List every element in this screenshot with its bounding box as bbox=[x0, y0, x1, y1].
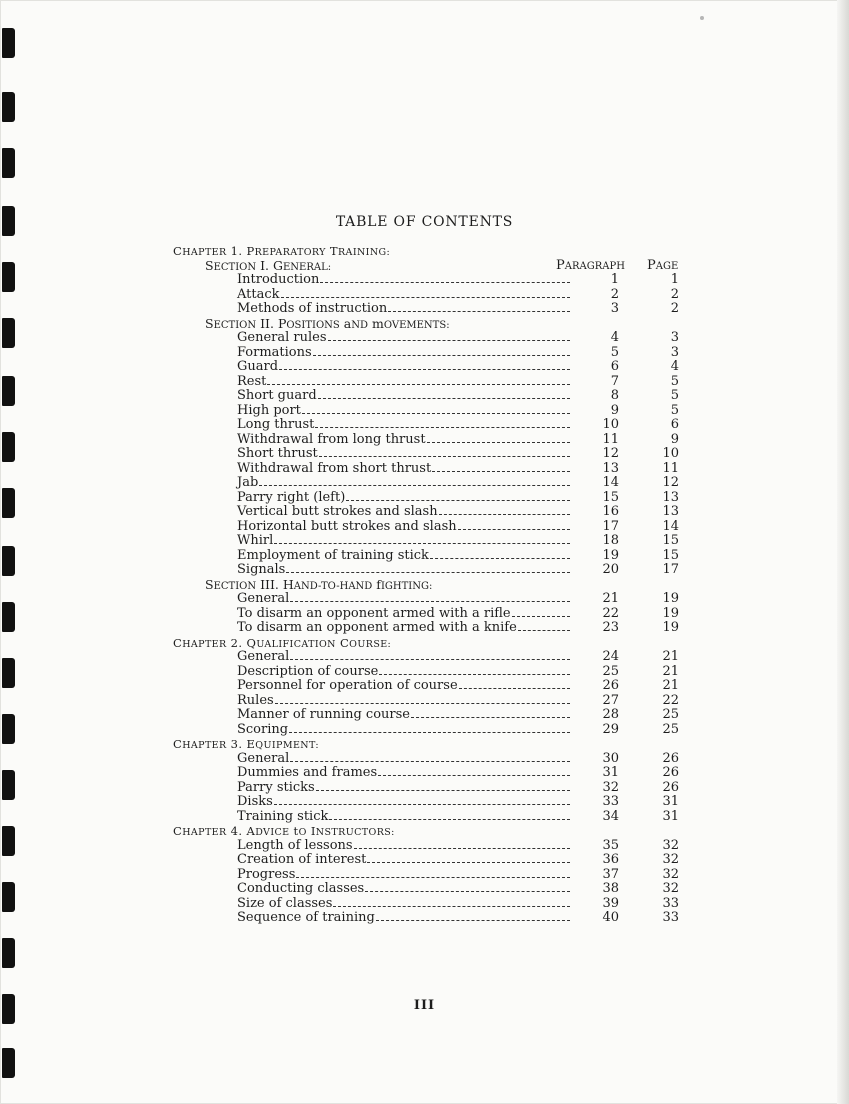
section-label: SECTION I. GENERAL: bbox=[205, 257, 332, 273]
toc-entry[interactable] bbox=[173, 694, 693, 709]
entry-page: 3 bbox=[670, 344, 679, 360]
dot-leader bbox=[279, 369, 570, 370]
dot-leader bbox=[290, 601, 570, 602]
entry-paragraph: 26 bbox=[602, 678, 619, 693]
toc-entry[interactable] bbox=[173, 708, 693, 723]
entry-paragraph: 10 bbox=[602, 417, 619, 432]
entry-page: 3 bbox=[670, 330, 679, 345]
entry-page: 33 bbox=[662, 910, 679, 925]
toc-entry[interactable] bbox=[173, 476, 693, 491]
entry-title: Rules bbox=[237, 692, 274, 708]
toc-entry[interactable] bbox=[173, 781, 693, 796]
dot-leader bbox=[313, 355, 570, 356]
dot-leader bbox=[281, 297, 570, 298]
entry-title: Introduction bbox=[237, 272, 320, 287]
entry-paragraph: 2 bbox=[610, 286, 619, 302]
dot-leader bbox=[427, 442, 570, 443]
dot-leader bbox=[318, 398, 570, 399]
entry-title: Short guard bbox=[237, 388, 317, 403]
entry-paragraph: 12 bbox=[602, 446, 619, 461]
toc-entry[interactable] bbox=[173, 882, 693, 897]
toc-entry[interactable] bbox=[173, 563, 693, 578]
entry-paragraph: 30 bbox=[602, 750, 619, 766]
chapter-heading: CHAPTER 4. ADVICE tO INSTRUCTORS: bbox=[173, 824, 395, 838]
entry-paragraph: 15 bbox=[602, 489, 619, 505]
chapter-heading: CHAPTER 1. PREPARATORY TRAINING: bbox=[173, 244, 391, 258]
entry-title: Long thrust bbox=[237, 417, 315, 432]
toc-entry[interactable] bbox=[173, 433, 693, 448]
entry-page: 25 bbox=[662, 707, 679, 722]
section-heading bbox=[173, 259, 693, 274]
dot-leader bbox=[328, 340, 570, 341]
entry-page: 6 bbox=[670, 417, 679, 432]
entry-paragraph: 16 bbox=[602, 504, 619, 519]
entry-page: 25 bbox=[662, 721, 679, 737]
dot-leader bbox=[259, 485, 570, 486]
toc-entry[interactable] bbox=[173, 418, 693, 433]
dot-leader bbox=[320, 282, 570, 283]
entry-page: 32 bbox=[662, 881, 679, 896]
entry-page: 1 bbox=[670, 272, 679, 287]
entry-title: Size of classes bbox=[237, 895, 333, 911]
entry-paragraph: 20 bbox=[602, 562, 619, 577]
dot-leader bbox=[296, 877, 570, 878]
dot-leader bbox=[365, 891, 570, 892]
entry-title: Methods of instruction bbox=[237, 301, 388, 316]
toc-entry[interactable] bbox=[173, 404, 693, 419]
dot-leader bbox=[376, 920, 570, 921]
entry-paragraph: 33 bbox=[602, 794, 619, 809]
page-number: III bbox=[413, 998, 436, 1013]
entry-page: 11 bbox=[662, 460, 679, 476]
entry-title: Parry sticks bbox=[237, 779, 315, 795]
entry-page: 26 bbox=[662, 750, 679, 766]
entry-page: 9 bbox=[670, 431, 679, 447]
entry-paragraph: 18 bbox=[602, 533, 619, 548]
toc-entry[interactable] bbox=[173, 650, 693, 665]
entry-paragraph: 22 bbox=[602, 605, 619, 621]
dot-leader bbox=[286, 572, 570, 573]
dot-leader bbox=[367, 862, 570, 863]
entry-paragraph: 35 bbox=[602, 837, 619, 853]
toc-entry[interactable] bbox=[173, 505, 693, 520]
dot-leader bbox=[275, 703, 570, 704]
dot-leader bbox=[388, 311, 570, 312]
entry-page: 26 bbox=[662, 765, 679, 780]
toc-entry[interactable] bbox=[173, 331, 693, 346]
chapter-heading: CHAPTER 3. EQUIPMENT: bbox=[173, 737, 319, 751]
entry-title: Attack bbox=[237, 286, 280, 302]
entry-page: 33 bbox=[662, 895, 679, 911]
entry-title: Signals bbox=[237, 562, 286, 577]
entry-paragraph: 17 bbox=[602, 518, 619, 534]
dot-leader bbox=[290, 761, 570, 762]
dot-leader bbox=[411, 717, 570, 718]
toc-entry[interactable] bbox=[173, 346, 693, 361]
spiral-binding bbox=[0, 0, 22, 1104]
toc-entry[interactable] bbox=[173, 868, 693, 883]
dot-leader bbox=[518, 630, 570, 631]
entry-title: Creation of interest bbox=[237, 852, 367, 867]
dot-leader bbox=[315, 427, 570, 428]
dot-leader bbox=[512, 616, 570, 617]
entry-paragraph: 27 bbox=[602, 692, 619, 708]
entry-page: 19 bbox=[662, 605, 679, 621]
dot-leader bbox=[346, 500, 570, 501]
entry-title: Horizontal butt strokes and slash bbox=[237, 518, 457, 534]
entry-page: 17 bbox=[662, 562, 679, 577]
section-heading: SECTION III. HAND-TO-HAND fIGHTING: bbox=[205, 576, 433, 592]
entry-title: Withdrawal from long thrust bbox=[237, 431, 426, 447]
dot-leader bbox=[290, 659, 570, 660]
entry-paragraph: 4 bbox=[610, 330, 619, 345]
entry-paragraph: 8 bbox=[610, 388, 619, 403]
dot-leader bbox=[430, 558, 570, 559]
dot-leader bbox=[354, 848, 570, 849]
toc-entry[interactable] bbox=[173, 752, 693, 767]
entry-paragraph: 13 bbox=[602, 460, 619, 476]
entry-page: 32 bbox=[662, 837, 679, 853]
toc-entry[interactable] bbox=[173, 549, 693, 564]
entry-title: Formations bbox=[237, 344, 312, 360]
toc-entry[interactable] bbox=[173, 273, 693, 288]
toc-entry[interactable] bbox=[173, 839, 693, 854]
entry-title: General bbox=[237, 591, 290, 606]
entry-paragraph: 38 bbox=[602, 881, 619, 896]
dot-leader bbox=[432, 471, 570, 472]
entry-page: 31 bbox=[662, 794, 679, 809]
dot-leader bbox=[458, 529, 570, 530]
entry-page: 14 bbox=[662, 518, 679, 534]
page-column-header: PAGE bbox=[647, 257, 679, 273]
dot-leader bbox=[439, 514, 570, 515]
dot-leader bbox=[316, 790, 570, 791]
entry-title: General bbox=[237, 750, 290, 766]
entry-title: Training stick bbox=[237, 808, 329, 824]
entry-paragraph: 21 bbox=[602, 591, 619, 606]
dot-leader bbox=[378, 775, 570, 776]
entry-page: 15 bbox=[662, 533, 679, 548]
toc-entry[interactable] bbox=[173, 607, 693, 622]
toc-entry[interactable] bbox=[173, 447, 693, 462]
entry-page: 19 bbox=[662, 620, 679, 635]
entry-paragraph: 3 bbox=[610, 301, 619, 316]
entry-page: 32 bbox=[662, 852, 679, 867]
dot-leader bbox=[459, 688, 570, 689]
entry-page: 21 bbox=[662, 663, 679, 679]
entry-page: 31 bbox=[662, 808, 679, 824]
toc-entry[interactable] bbox=[173, 911, 693, 926]
toc-entry[interactable] bbox=[173, 723, 693, 738]
toc-entry[interactable] bbox=[173, 302, 693, 317]
entry-paragraph: 29 bbox=[602, 721, 619, 737]
section-heading: SECTION II. POSITIONS aND mOVEMENTS: bbox=[205, 315, 450, 331]
entry-paragraph: 39 bbox=[602, 895, 619, 911]
chapter-heading: CHAPTER 2. QUALIFICATION COURSE: bbox=[173, 635, 392, 650]
entry-title: To disarm an opponent armed with a knife bbox=[237, 620, 517, 635]
dot-leader bbox=[319, 456, 570, 457]
dot-leader bbox=[329, 819, 570, 820]
entry-title: Manner of running course bbox=[237, 707, 410, 722]
entry-title: Length of lessons bbox=[237, 837, 353, 853]
entry-page: 26 bbox=[662, 779, 679, 795]
entry-paragraph: 14 bbox=[602, 475, 619, 490]
dot-leader bbox=[379, 674, 570, 675]
entry-title: General bbox=[237, 649, 290, 664]
toc-title: TABLE OF CONTENTS bbox=[335, 214, 514, 230]
entry-paragraph: 36 bbox=[602, 852, 619, 867]
entry-paragraph: 28 bbox=[602, 707, 619, 722]
entry-page: 10 bbox=[662, 446, 679, 461]
entry-title: To disarm an opponent armed with a rifle bbox=[237, 605, 511, 621]
entry-paragraph: 19 bbox=[602, 547, 619, 563]
entry-page: 5 bbox=[670, 402, 679, 418]
toc-entry[interactable] bbox=[173, 853, 693, 868]
entry-title: Guard bbox=[237, 359, 279, 374]
toc-entry[interactable] bbox=[173, 534, 693, 549]
toc-entry[interactable] bbox=[173, 897, 693, 912]
entry-paragraph: 11 bbox=[602, 431, 619, 447]
entry-paragraph: 24 bbox=[602, 649, 619, 664]
entry-page: 15 bbox=[662, 547, 679, 563]
dot-leader bbox=[302, 413, 570, 414]
toc-entry[interactable] bbox=[173, 491, 693, 506]
entry-paragraph: 6 bbox=[610, 359, 619, 374]
toc-entry[interactable] bbox=[173, 795, 693, 810]
entry-paragraph: 1 bbox=[610, 272, 619, 287]
entry-paragraph: 34 bbox=[602, 808, 619, 824]
entry-title: Jab bbox=[237, 475, 259, 490]
toc-entry[interactable] bbox=[173, 679, 693, 694]
entry-page: 5 bbox=[670, 388, 679, 403]
dot-leader bbox=[274, 804, 570, 805]
entry-paragraph: 7 bbox=[610, 373, 619, 389]
entry-paragraph: 32 bbox=[602, 779, 619, 795]
entry-title: Sequence of training bbox=[237, 910, 375, 925]
toc-entry[interactable] bbox=[173, 360, 693, 375]
entry-title: Whirl bbox=[237, 533, 274, 548]
entry-paragraph: 9 bbox=[610, 402, 619, 418]
entry-title: Employment of training stick bbox=[237, 547, 429, 563]
entry-title: Description of course bbox=[237, 663, 379, 679]
toc-entry[interactable] bbox=[173, 810, 693, 825]
entry-paragraph: 5 bbox=[610, 344, 619, 360]
paper-speck bbox=[700, 16, 704, 20]
entry-title: Vertical butt strokes and slash bbox=[237, 504, 438, 519]
entry-paragraph: 31 bbox=[602, 765, 619, 780]
dot-leader bbox=[274, 543, 570, 544]
entry-page: 13 bbox=[662, 489, 679, 505]
entry-title: Progress bbox=[237, 866, 296, 882]
entry-title: Conducting classes bbox=[237, 881, 365, 896]
entry-page: 21 bbox=[662, 678, 679, 693]
dot-leader bbox=[289, 732, 570, 733]
entry-title: Dummies and frames bbox=[237, 765, 378, 780]
toc-entry[interactable] bbox=[173, 520, 693, 535]
entry-page: 32 bbox=[662, 866, 679, 882]
dot-leader bbox=[267, 384, 570, 385]
toc-entry[interactable] bbox=[173, 389, 693, 404]
entry-page: 19 bbox=[662, 591, 679, 606]
dot-leader bbox=[333, 906, 570, 907]
entry-title: Parry right (left) bbox=[237, 489, 346, 505]
entry-page: 2 bbox=[670, 286, 679, 302]
entry-title: Short thrust bbox=[237, 446, 318, 461]
entry-paragraph: 25 bbox=[602, 663, 619, 679]
entry-page: 13 bbox=[662, 504, 679, 519]
toc-entry[interactable] bbox=[173, 462, 693, 477]
toc-entry[interactable] bbox=[173, 621, 693, 636]
entry-paragraph: 37 bbox=[602, 866, 619, 882]
entry-page: 5 bbox=[670, 373, 679, 389]
entry-page: 21 bbox=[662, 649, 679, 664]
toc-entry[interactable] bbox=[173, 592, 693, 607]
entry-title: High port bbox=[237, 402, 301, 418]
entry-title: Rest bbox=[237, 373, 267, 389]
entry-title: Disks bbox=[237, 794, 273, 809]
entry-title: General rules bbox=[237, 330, 327, 345]
entry-title: Withdrawal from short thrust bbox=[237, 460, 432, 476]
page-edge-shadow bbox=[837, 0, 849, 1104]
entry-page: 4 bbox=[670, 359, 679, 374]
toc-entry[interactable] bbox=[173, 766, 693, 781]
table-of-contents bbox=[173, 244, 693, 926]
paragraph-column-header: PARAGRAPH bbox=[556, 257, 625, 273]
toc-entry[interactable] bbox=[173, 288, 693, 303]
entry-page: 12 bbox=[662, 475, 679, 490]
entry-paragraph: 23 bbox=[602, 620, 619, 635]
entry-paragraph: 40 bbox=[602, 910, 619, 925]
entry-title: Scoring bbox=[237, 721, 289, 737]
entry-page: 2 bbox=[670, 301, 679, 316]
toc-entry[interactable] bbox=[173, 665, 693, 680]
toc-entry[interactable] bbox=[173, 375, 693, 390]
entry-page: 22 bbox=[662, 692, 679, 708]
entry-title: Personnel for operation of course bbox=[237, 678, 458, 693]
